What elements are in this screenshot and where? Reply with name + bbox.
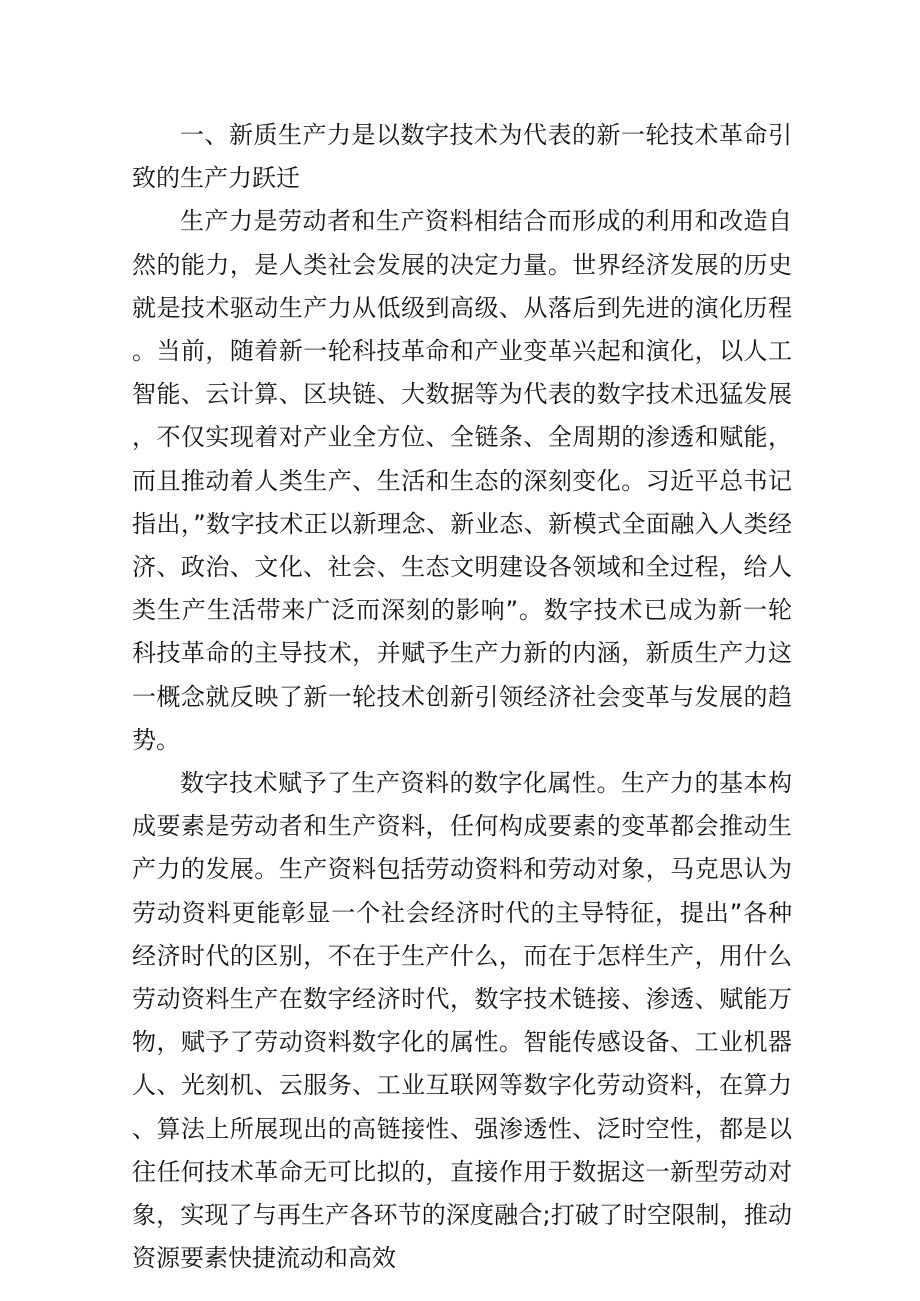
paragraph: 生产力是劳动者和生产资料相结合而形成的利用和改造自然的能力，是人类社会发展的决定力量。世界经济发展的历史就是技术驱动生产力从低级到高级、从落后到先进的演化历程。当前，随着新一轮科技革命和产业变革兴起和演化，以人工智能、云计算、区块链、大数据等为代表的数字技术迅猛发展，不仅实现着对产业全方位、全链条、全周期的渗透和赋能，而且推动着人类生产、生活和生态的深刻变化。习近平总书记指出，”数字技术正以新理念、新业态、新模式全面融入人类经济、政治、文化、社会、生态文明建设各领域和全过程，给人类生产生活带来广泛而深刻的影响”。数字技术已成为新一轮科技革命的主导技术，并赋予生产力新的内涵，新质生产力这一概念就反映了新一轮技术创新引领经济社会变革与发展的趋势。 <box>132 207 792 754</box>
document-body <box>132 114 792 1280</box>
paragraph: 数字技术赋予了生产资料的数字化属性。生产力的基本构成要素是劳动者和生产资料，任何构成要素的变革都会推动生产力的发展。生产资料包括劳动资料和劳动对象，马克思认为劳动资料更能彰显一个社会经济时代的主导特征，提出”各种经济时代的区别，不在于生产什么，而在于怎样生产，用什么劳动资料生产在数字经济时代，数字技术链接、渗透、赋能万物，赋予了劳动资料数字化的属性。智能传感设备、工业机器人、光刻机、云服务、工业互联网等数字化劳动资料，在算力、算法上所展现出的高链接性、强渗透性、泛时空性，都是以往任何技术革命无可比拟的，直接作用于数据这一新型劳动对象，实现了与再生产各环节的深度融合;打破了时空限制，推动资源要素快捷流动和高效 <box>132 769 792 1273</box>
section-heading: 一、新质生产力是以数字技术为代表的新一轮技术革命引致的生产力跃迁 <box>132 121 792 193</box>
